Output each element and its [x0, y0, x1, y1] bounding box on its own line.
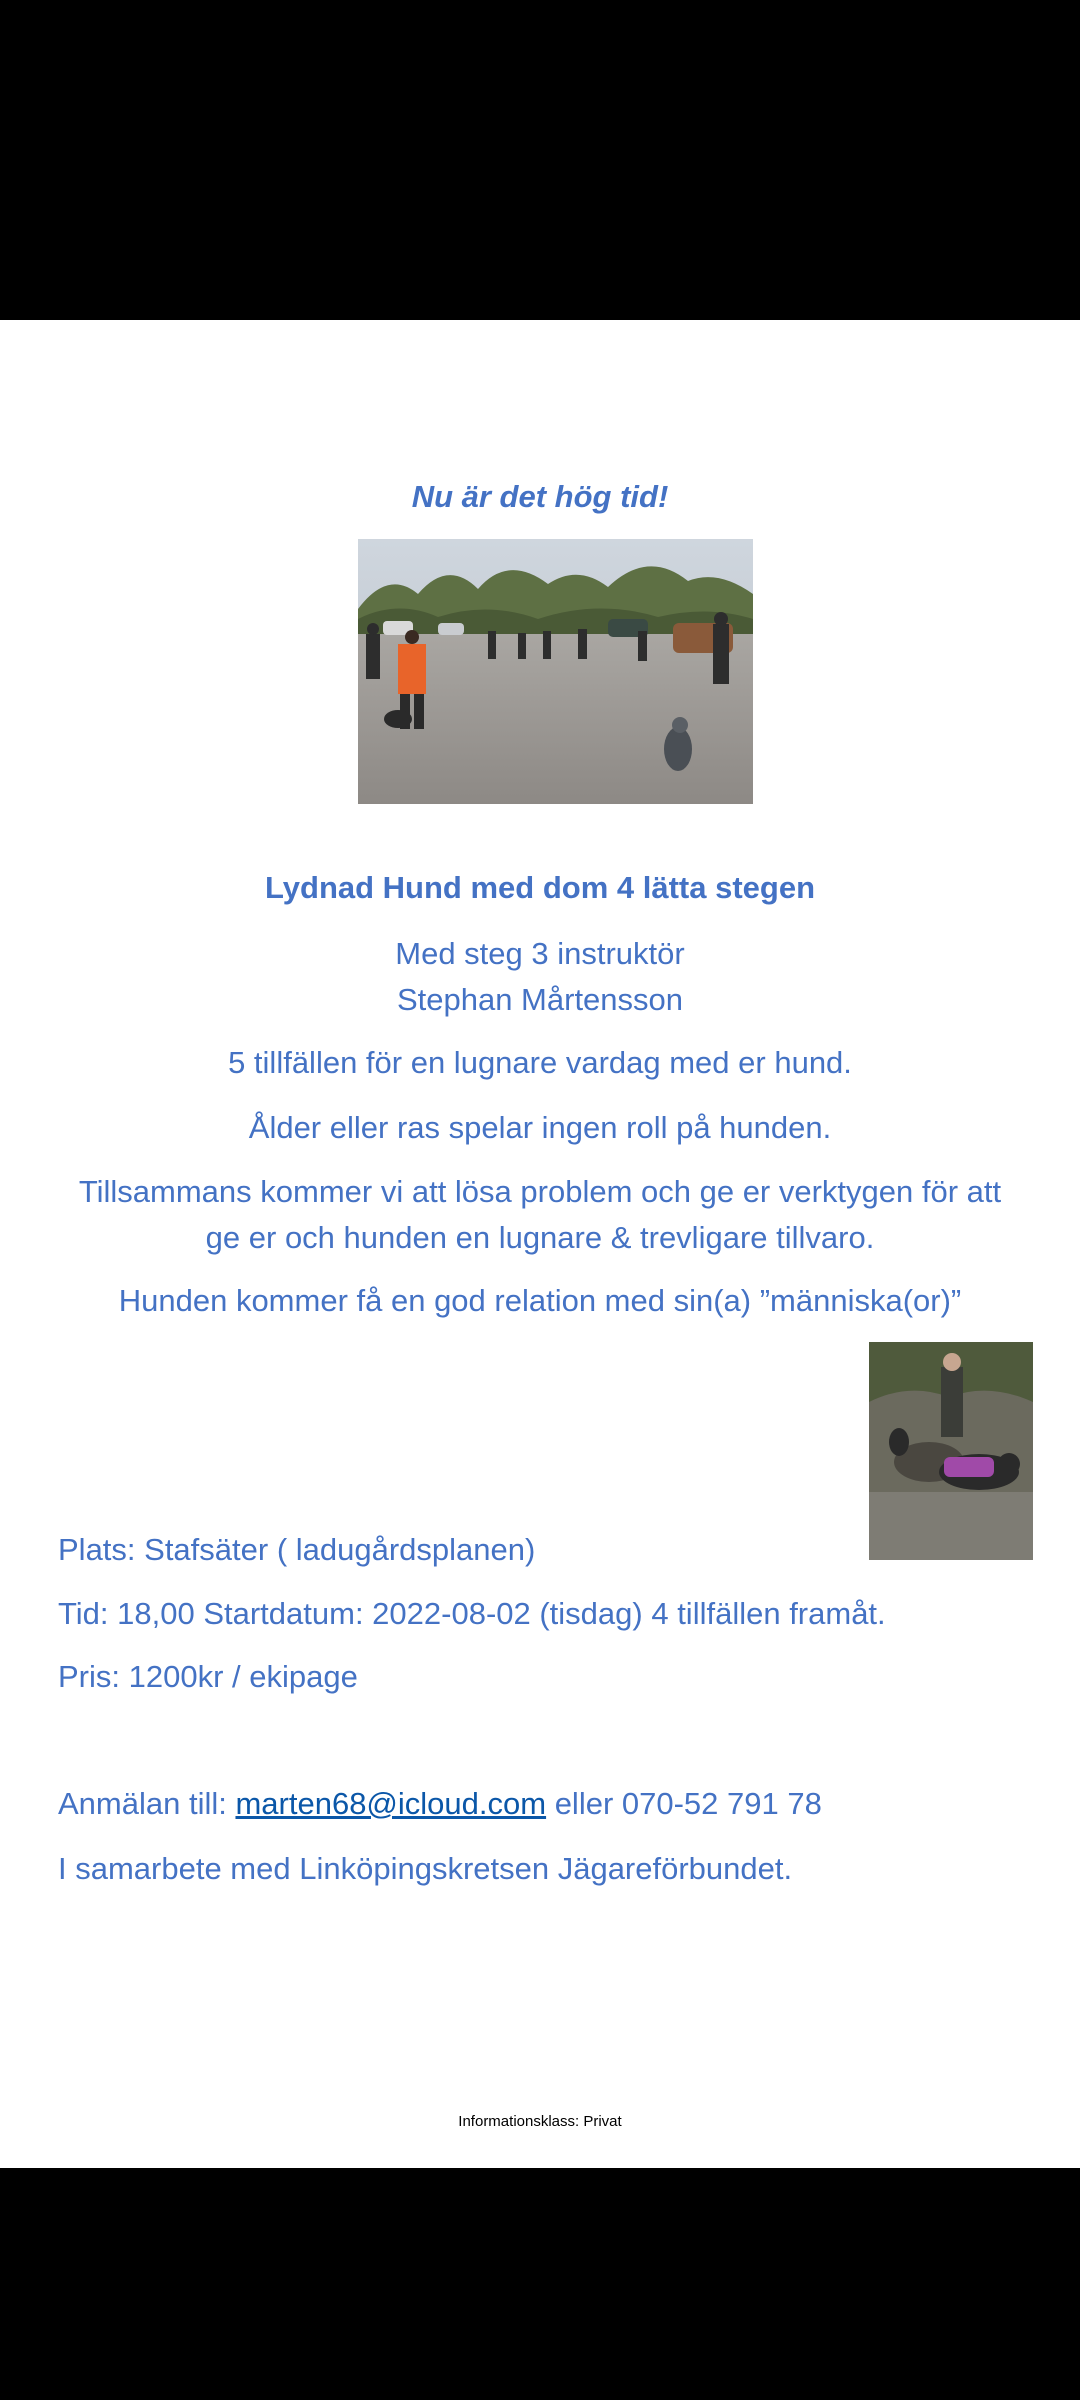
- together-line-1: Tillsammans kommer vi att lösa problem och ge er verktygen för att: [78, 1174, 1002, 1209]
- place-line: Plats: Stafsäter ( ladugårdsplanen): [58, 1532, 536, 1567]
- cooperation-line: I samarbete med Linköpingskretsen Jägareförbundet.: [58, 1851, 793, 1886]
- age-line: Ålder eller ras spelar ingen roll på hunden.: [248, 1110, 832, 1145]
- signup-email-link[interactable]: marten68@icloud.com: [235, 1786, 547, 1821]
- document-page: [0, 320, 1080, 2168]
- dog-photo: [869, 1342, 1033, 1560]
- sessions-line: 5 tillfällen för en lugnare vardag med er hund.: [228, 1045, 852, 1080]
- course-title: Lydnad Hund med dom 4 lätta stegen: [264, 870, 816, 905]
- instructor-line-1: Med steg 3 instruktör: [395, 936, 685, 971]
- time-line: Tid: 18,00 Startdatum: 2022-08-02 (tisdag) 4 tillfällen framåt.: [58, 1596, 886, 1631]
- signup-prefix: Anmälan till:: [58, 1786, 236, 1821]
- group-training-photo: [358, 539, 753, 804]
- signup-phone: eller 070-52 791 78: [546, 1786, 822, 1821]
- bottom-black-bar: [0, 2168, 1080, 2400]
- instructor-name: Stephan Mårtensson: [396, 982, 684, 1017]
- together-line-2: ge er och hunden en lugnare & trevligare tillvaro.: [205, 1220, 875, 1255]
- top-black-bar: [0, 0, 1080, 320]
- headline: Nu är det hög tid!: [411, 479, 669, 514]
- signup-line: [58, 1781, 822, 1827]
- price-line: Pris: 1200kr / ekipage: [58, 1659, 358, 1694]
- information-classification: Informationsklass: Privat: [458, 2113, 622, 2130]
- relation-line: Hunden kommer få en god relation med sin(a) ”människa(or)”: [118, 1283, 962, 1318]
